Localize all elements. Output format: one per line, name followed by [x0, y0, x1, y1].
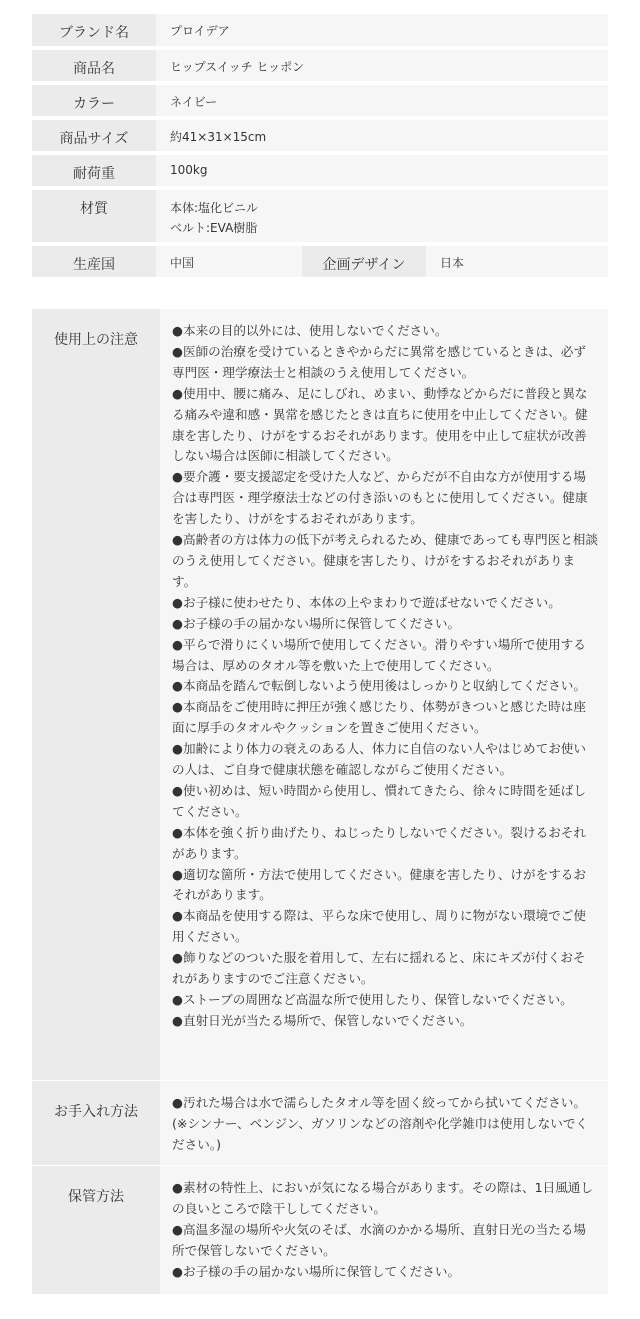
spec-label-size: 商品サイズ: [32, 120, 156, 151]
material-line: 本体:塩化ビニル: [170, 201, 259, 215]
usage-item: ●本商品をご使用時に押圧が強く感じたり、体勢がきついと感じた時は座面に厚手のタオルやクッションを置きご使用ください。: [172, 699, 586, 736]
usage-item: ●適切な箇所・方法で使用してください。健康を害したり、けがをするおそれがあります。: [172, 866, 586, 903]
usage-item: ●飾りなどのついた服を着用して、左右に揺れると、床にキズが付くおそれがありますのでご注意ください。: [172, 950, 586, 987]
spec-row-color: [32, 85, 608, 116]
spec-table: [32, 14, 608, 281]
spec-value-material: [156, 190, 608, 242]
spec-value-load: 100kg: [170, 163, 208, 177]
spec-value-design: 日本: [440, 256, 465, 270]
storage-text: [160, 1166, 608, 1294]
spec-value-color: ネイビー: [170, 95, 218, 109]
usage-item: ●直射日光が当たる場所で、保管しないでください。: [172, 1012, 473, 1028]
maintenance-label: お手入れ方法: [32, 1081, 160, 1165]
spec-label-color: カラー: [32, 85, 156, 116]
maintenance-section: [32, 1081, 608, 1165]
spec-value-brand: プロイデア: [170, 24, 230, 38]
spec-row-material: [32, 190, 608, 242]
spec-row-brand: [32, 14, 608, 46]
usage-item: ●使用中、腰に痛み、足にしびれ、めまい、動悸などからだに普段と異なる痛みや違和感・異常を感じたときは直ちに使用を中止してください。健康を害したり、けがをするおそれがあります。使用を中止して症状が改善しない場合は医師に相談してください。: [172, 385, 588, 464]
usage-item: ●高齢者の方は体力の低下が考えられるため、健康であっても専門医と相談のうえ使用してください。健康を害したり、けがをするおそれがあります。: [172, 532, 598, 589]
usage-item: ●使い初めは、短い時間から使用し、慣れてきたら、徐々に時間を延ばしてください。: [172, 782, 586, 819]
storage-item: ●素材の特性上、においが気になる場合があります。その際は、1日風通しの良いところで陰干ししてください。: [172, 1180, 593, 1216]
storage-label: 保管方法: [32, 1166, 160, 1294]
usage-item: ●お子様に使わせたり、本体の上やまわりで遊ばせないでください。: [172, 594, 561, 610]
care-table: [32, 309, 608, 1294]
spec-label-brand: ブランド名: [32, 14, 156, 46]
spec-label-load: 耐荷重: [32, 155, 156, 186]
usage-item: ●ストーブの周囲など高温な所で使用したり、保管しないでください。: [172, 992, 573, 1007]
usage-item: ●平らで滑りにくい場所で使用してください。滑りやすい場所で使用する場合は、厚めのタオル等を敷いた上で使用してください。: [172, 636, 586, 673]
storage-item: ●高温多湿の場所や火気のそば、水滴のかかる場所、直射日光の当たる場所で保管しないでください。: [172, 1221, 586, 1258]
usage-item: ●本商品を使用する際は、平らな床で使用し、周りに物がない環境でご使用ください。: [172, 908, 586, 945]
spec-value-origin: 中国: [170, 256, 195, 270]
usage-text: [160, 309, 608, 1080]
spec-row-load: [32, 155, 608, 186]
usage-item: ●本来の目的以外には、使用しないでください。: [172, 323, 448, 338]
usage-label: 使用上の注意: [32, 309, 160, 1080]
spec-row-origin: [32, 246, 608, 277]
maintenance-item: ●汚れた場合は水で濡らしたタオル等を固く絞ってから拭いてください。(※シンナー、ベンジン、ガソリンなどの溶剤や化学雑巾は使用しないでください。): [172, 1095, 589, 1152]
usage-item: ●要介護・要支援認定を受けた人など、からだが不自由な方が使用する場合は専門医・理学療法士などの付き添いのもとに使用してください。健康を害したり、けがをするおそれがあります。: [172, 469, 588, 527]
spec-label-product-name: 商品名: [32, 50, 156, 81]
usage-item: ●医師の治療を受けているときやからだに異常を感じているときは、必ず専門医・理学療法士と相談のうえ使用してください。: [172, 343, 586, 380]
usage-item: ●本体を強く折り曲げたり、ねじったりしないでください。裂けるおそれがあります。: [172, 824, 586, 861]
usage-item: ●お子様の手の届かない場所に保管してください。: [172, 615, 461, 631]
usage-item: ●本商品を踏んで転倒しないよう使用後はしっかりと収納してください。: [172, 678, 586, 694]
material-line: ベルト:EVA樹脂: [170, 221, 258, 235]
spec-value-size: 約41×31×15cm: [170, 130, 267, 144]
spec-label-origin: 生産国: [32, 246, 156, 277]
spec-label-material: 材質: [32, 190, 156, 242]
maintenance-text: [160, 1081, 608, 1165]
spec-row-product-name: [32, 50, 608, 81]
spec-value-product-name: ヒップスイッチ ヒッポン: [170, 60, 305, 74]
storage-item: ●お子様の手の届かない場所に保管してください。: [172, 1263, 461, 1279]
spec-row-size: [32, 120, 608, 151]
usage-item: ●加齢により体力の衰えのある人、体力に自信のない人やはじめてお使いの人は、ご自身で健康状態を確認しながらご使用ください。: [172, 741, 586, 778]
storage-section: [32, 1166, 608, 1294]
usage-section: [32, 309, 608, 1080]
spec-label-design: 企画デザイン: [302, 246, 426, 277]
